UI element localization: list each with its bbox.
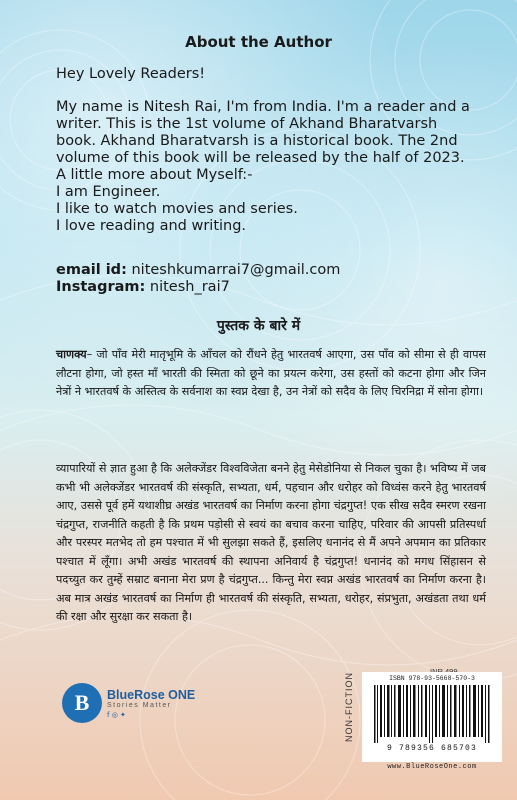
bio-line: I love reading and writing. [56, 218, 247, 234]
publisher-logo-icon: B [62, 683, 102, 723]
about-book-heading: पुस्तक के बारे में [216, 318, 301, 334]
barcode [362, 672, 502, 762]
publisher-logo [62, 683, 195, 723]
bio-line: I like to watch movies and series. [56, 201, 298, 217]
publisher-name: BlueRose ONE [107, 687, 196, 702]
about-author-heading: About the Author [185, 33, 332, 51]
email-address: niteshkumarrai7@gmail.com [131, 262, 341, 278]
email-label: email id: [56, 262, 127, 278]
bio-line: A little more about Myself:- [56, 167, 253, 183]
bio-line: book. Akhand Bharatvarsh is a historical book. The 2nd [56, 133, 458, 149]
bio-line: volume of this book will be released by the half of 2023. [56, 150, 465, 166]
barcode-bars [372, 685, 492, 743]
book-paragraph-1 [56, 346, 486, 402]
bio-line: writer. This is the 1st volume of Akhand Bharatvarsh [56, 116, 438, 132]
author-contact [56, 262, 496, 296]
bio-line: I am Engineer. [56, 184, 161, 200]
barcode-digits: 9 789356 685703 [386, 744, 477, 753]
isbn-text: ISBN 978-93-5668-570-3 [389, 675, 475, 682]
paragraph-1-text: – जो पाँव मेरी मातृभूमि के आँचल को रौंधने हेतु भारतवर्ष आएगा, उस पाँव को सीमा से ही वापस लौटना होगा, जो हस्त माँ भारती की स्मिता को छूने का प्रयत्न करेगा, उस हस्तों को कटना होगा और जिन नेत्रों ने भारतवर्ष के अस्तित्व के सर्वनाश का स्वप्न देखा है, उन नेत्रों को सदैव के लिए चिरनिद्रा में सोना होगा। [56, 348, 486, 398]
bio-line: My name is Nitesh Rai, I'm from India. I'm a reader and a [56, 99, 470, 115]
instagram-label: Instagram: [56, 279, 146, 295]
genre-label: NON-FICTION [344, 672, 354, 742]
author-bio [56, 99, 496, 235]
social-icons: f ◎ ✦ [107, 710, 126, 719]
publisher-website: www.BlueRoseOne.com [387, 763, 477, 771]
greeting-text: Hey Lovely Readers! [56, 66, 206, 82]
paragraph-lead-name: चाणक्य [56, 348, 87, 361]
book-paragraph-2: व्यापारियों से ज्ञात हुआ है कि अलेक्जेंडर विश्वविजेता बनने हेतु मेसेडोनिया से निकल चुका है। भविष्य में जब कभी भी अलेक्जेंडर भारतवर्ष की संस्कृति, सभ्यता, धर्म, पहचान और धरोहर को विध्वंस करने हेतु भारतवर्ष आए, उससे पूर्व हमें यथाशीघ्र अखंड भारतवर्ष का निर्माण करना होगा चंद्रगुप्त! एक सीख सदैव स्मरण रखना चंद्रगुप्त, राजनीति कहती है कि प्रथम पड़ोसी से स्वयं का बचाव करना चाहिए, परिवार की आपसी प्रतिस्पर्धा और परस्पर मतभेद तो हम पश्चात में भी सुलझा सकते हैं, इसलिए धनानंद से मैं अपने अपमान का प्रतिकार पश्चात में लूँगा। अभी अखंड भारतवर्ष की स्थापना अनिवार्य है चंद्रगुप्त! धनानंद को मगध सिंहासन से पदच्युत कर तुम्हें सम्राट बनाना मेरा प्रण है चंद्रगुप्त... किन्तु मेरा स्वप्न अखंड भारतवर्ष का निर्माण करना है। अब मात्र अखंड भारतवर्ष का निर्माण ही भारतवर्ष की संस्कृति, सभ्यता, धरोहर, संप्रभुता, अखंडता तथा धर्म की रक्षा और सुरक्षा कर सकता है। [56, 462, 486, 623]
instagram-handle: nitesh_rai7 [149, 279, 230, 295]
publisher-tagline: Stories Matter [107, 701, 172, 709]
